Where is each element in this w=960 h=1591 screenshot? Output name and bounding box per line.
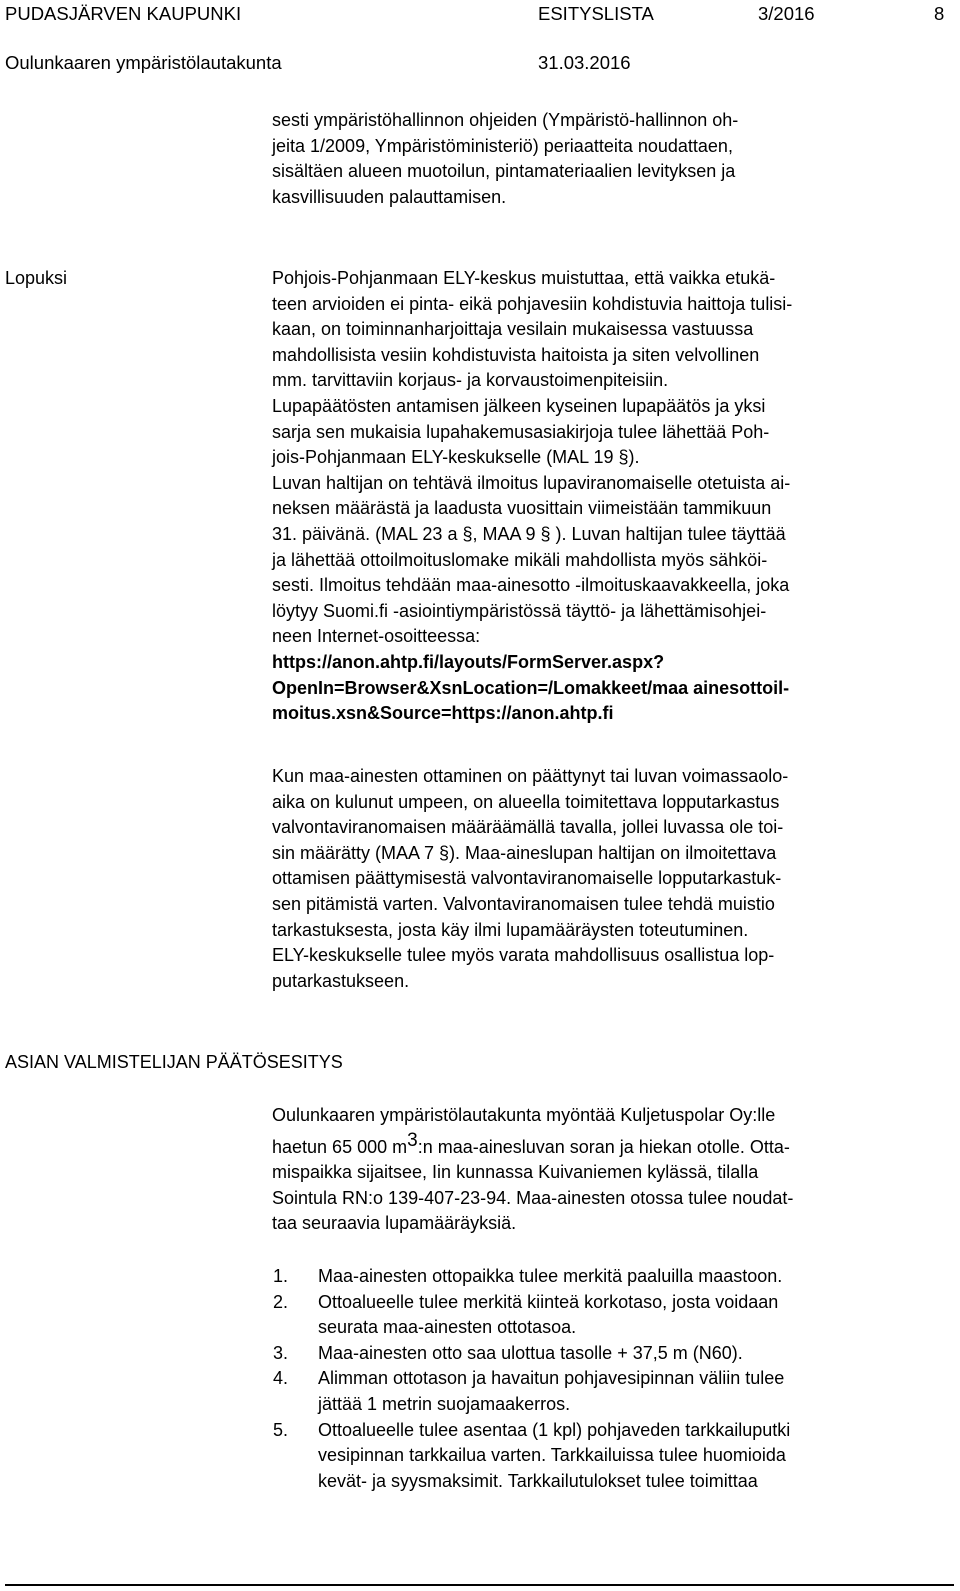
text-line: Maa-ainesten ottopaikka tulee merkitä paaluilla maastoon. bbox=[318, 1266, 783, 1286]
text-line: kaan, on toiminnanharjoittaja vesilain mukaisessa vastuussa bbox=[272, 319, 754, 340]
text-line: ja lähettää ottoilmoituslomake mikäli mahdollista myös sähköi- bbox=[272, 549, 768, 570]
intro-paragraph bbox=[272, 108, 932, 210]
text-line: jeita 1/2009, Ympäristöministeriö) periaatteita noudattaen, bbox=[272, 135, 733, 156]
list-item bbox=[268, 1366, 948, 1417]
list-item bbox=[268, 1290, 948, 1341]
list-item bbox=[268, 1418, 948, 1495]
text-line: tarkastuksesta, josta käy ilmi lupamääräysten toteutuminen. bbox=[272, 919, 749, 940]
text-line: Lupapäätösten antamisen jälkeen kyseinen lupapäätös ja yksi bbox=[272, 395, 766, 416]
form-url-line[interactable]: OpenIn=Browser&XsnLocation=/Lomakkeet/maa ainesottoil- bbox=[272, 677, 790, 698]
text-line: Oulunkaaren ympäristölautakunta myöntää Kuljetuspolar Oy:lle bbox=[272, 1105, 776, 1125]
text-line bbox=[272, 1129, 932, 1161]
organization-name: PUDASJÄRVEN KAUPUNKI bbox=[5, 3, 242, 24]
text-line: 31. päivänä. (MAL 23 a §, MAA 9 § ). Luvan haltijan tulee täyttää bbox=[272, 523, 786, 544]
list-number: 2. bbox=[273, 1291, 289, 1312]
list-item bbox=[268, 1264, 948, 1290]
text-line: ottamisen päättymisestä valvontaviranomaiselle lopputarkastuk- bbox=[272, 868, 782, 889]
text-line: löytyy Suomi.fi -asiointiympäristössä täyttö- ja lähettämisohjei- bbox=[272, 600, 767, 621]
list-number: 3. bbox=[273, 1342, 289, 1363]
text-line: mm. tarvittaviin korjaus- ja korvaustoimenpiteisiin. bbox=[272, 370, 669, 391]
form-url-line[interactable]: https://anon.ahtp.fi/layouts/FormServer.aspx? bbox=[272, 651, 665, 672]
text-line: Luvan haltijan on tehtävä ilmoitus lupaviranomaiselle otetuista ai- bbox=[272, 472, 791, 493]
text-line: kasvillisuuden palauttamisen. bbox=[272, 186, 507, 207]
document-number: 3/2016 bbox=[758, 3, 815, 24]
final-inspection-paragraph bbox=[272, 764, 932, 994]
text-line: putarkastukseen. bbox=[272, 970, 410, 991]
document-type: ESITYSLISTA bbox=[538, 3, 654, 24]
form-url-line[interactable]: moitus.xsn&Source=https://anon.ahtp.fi bbox=[272, 703, 614, 724]
list-number: 4. bbox=[273, 1368, 289, 1389]
text-line: sesti. Ilmoitus tehdään maa-ainesotto -ilmoituskaavakkeella, joka bbox=[272, 575, 790, 596]
lopuksi-paragraph bbox=[272, 266, 932, 727]
text-line: Pohjois-Pohjanmaan ELY-keskus muistuttaa, että vaikka etukä- bbox=[272, 268, 776, 288]
text-line: teen arvioiden ei pinta- eikä pohjavesiin kohdistuvia haittoja tulisi- bbox=[272, 293, 793, 314]
text-line: Kun maa-ainesten ottaminen on päättynyt tai luvan voimassaolo- bbox=[272, 766, 789, 786]
text-line: Ottoalueelle tulee asentaa (1 kpl) pohjaveden tarkkailuputki bbox=[318, 1419, 791, 1440]
list-number: 1. bbox=[273, 1266, 289, 1286]
text-line: sen pitämistä varten. Valvontaviranomaisen tulee tehdä muistio bbox=[272, 893, 775, 914]
text-line: taa seuraavia lupamääräyksiä. bbox=[272, 1213, 517, 1234]
text-line: Ottoalueelle tulee merkitä kiinteä korkotaso, josta voidaan bbox=[318, 1291, 779, 1312]
page-number: 8 bbox=[934, 3, 945, 24]
text-line: ELY-keskukselle tulee myös varata mahdollisuus osallistua lop- bbox=[272, 945, 775, 966]
text-line: sin määrätty (MAA 7 §). Maa-aineslupan haltijan on ilmoitettava bbox=[272, 842, 777, 863]
text-line: neksen määrästä ja laadusta vuosittain viimeistään tammikuun bbox=[272, 498, 772, 519]
text-line: mispaikka sijaitsee, Iin kunnassa Kuivaniemen kylässä, tilalla bbox=[272, 1162, 759, 1183]
text-line: aika on kulunut umpeen, on alueella toimitettava lopputarkastus bbox=[272, 791, 780, 812]
section-label-lopuksi: Lopuksi bbox=[5, 268, 68, 288]
text-segment: :n maa-ainesluvan soran ja hiekan otolle. Otta- bbox=[417, 1136, 790, 1157]
text-line: Maa-ainesten otto saa ulottua tasolle + 37,5 m (N60). bbox=[318, 1342, 743, 1363]
proposal-paragraph bbox=[272, 1103, 932, 1237]
text-line: vesipinnan tarkkailua varten. Tarkkailuissa tulee huomioida bbox=[318, 1445, 786, 1466]
text-line: mahdollisista vesiin kohdistuvista haitoista ja siten velvollinen bbox=[272, 344, 760, 365]
text-line: Alimman ottotason ja havaitun pohjavesipinnan väliin tulee bbox=[318, 1368, 785, 1389]
text-line: Sointula RN:o 139-407-23-94. Maa-ainesten otossa tulee noudat- bbox=[272, 1187, 794, 1208]
text-line: jois-Pohjanmaan ELY-keskukselle (MAL 19 §). bbox=[272, 447, 640, 468]
cubic-superscript: 3 bbox=[407, 1129, 418, 1151]
list-number: 5. bbox=[273, 1419, 289, 1440]
text-line: neen Internet-osoitteessa: bbox=[272, 626, 481, 647]
text-segment: haetun 65 000 m bbox=[272, 1136, 408, 1157]
text-line: sarja sen mukaisia lupahakemusasiakirjoja tulee lähettää Poh- bbox=[272, 421, 770, 442]
proposal-heading: ASIAN VALMISTELIJAN PÄÄTÖSESITYS bbox=[5, 1052, 343, 1072]
text-line: sesti ympäristöhallinnon ohjeiden (Ympäristö-hallinnon oh- bbox=[272, 110, 739, 130]
committee-name: Oulunkaaren ympäristölautakunta bbox=[5, 52, 282, 73]
license-conditions-list bbox=[268, 1264, 948, 1494]
list-item bbox=[268, 1341, 948, 1367]
meeting-date: 31.03.2016 bbox=[538, 52, 631, 73]
footer-divider bbox=[5, 1584, 954, 1586]
text-line: valvontaviranomaisen määräämällä tavalla, jollei luvassa ole toi- bbox=[272, 817, 784, 838]
text-line: kevät- ja syysmaksimit. Tarkkailutulokset tulee toimittaa bbox=[318, 1470, 758, 1491]
text-line: jättää 1 metrin suojamaakerros. bbox=[318, 1393, 571, 1414]
text-line: sisältäen alueen muotoilun, pintamateriaalien levityksen ja bbox=[272, 161, 736, 182]
text-line: seurata maa-ainesten ottotasoa. bbox=[318, 1317, 577, 1338]
